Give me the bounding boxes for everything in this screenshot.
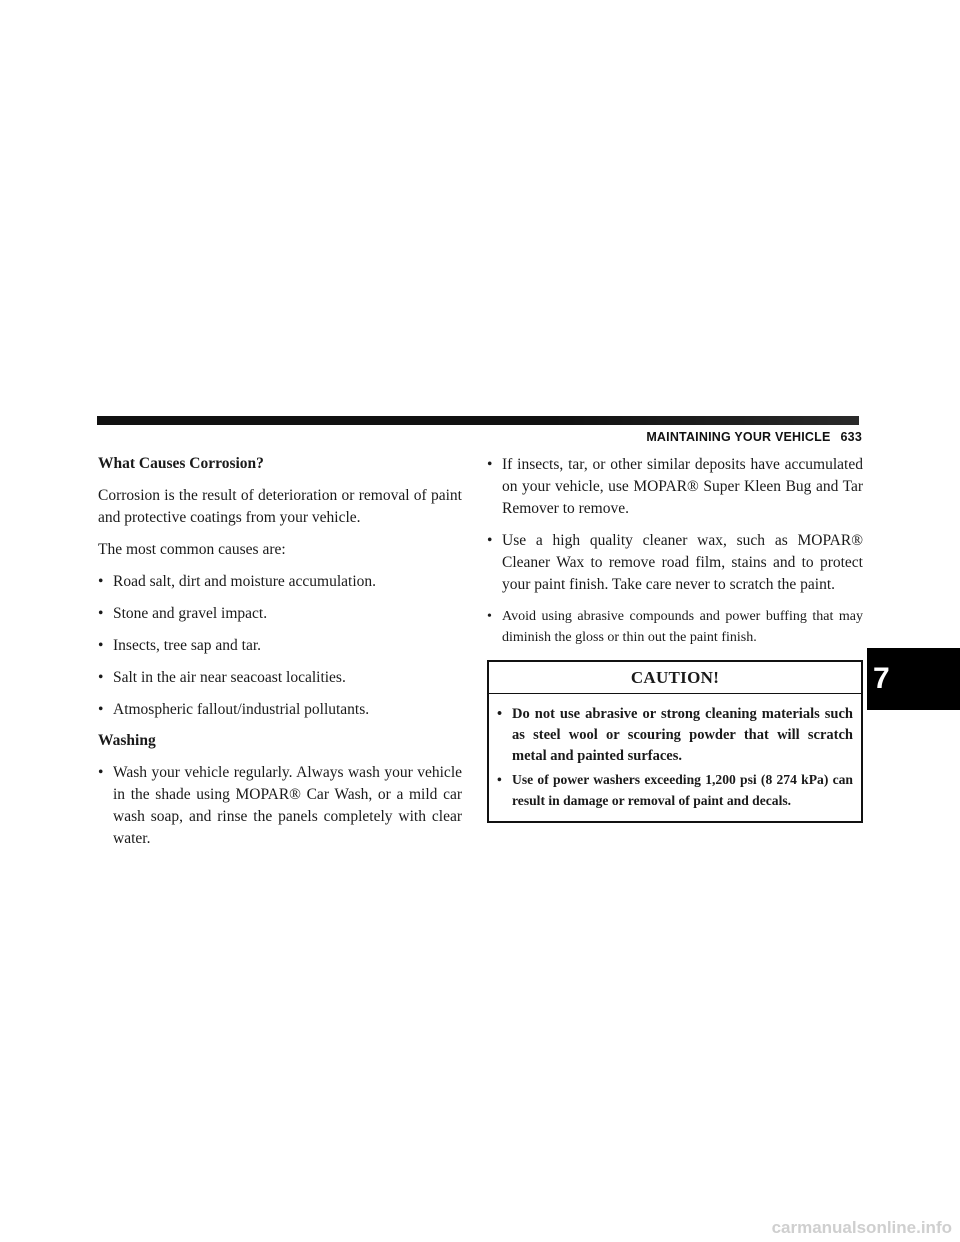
- caution-item: • Use of power washers exceeding 1,200 psi (8 274 kPa) can result in damage or removal of paint and decals.: [497, 769, 853, 811]
- list-item: • Insects, tree sap and tar.: [98, 635, 462, 657]
- list-item: • Use a high quality cleaner wax, such as MOPAR® Cleaner Wax to remove road film, stains and to protect your paint finish. Take care never to scratch the paint.: [487, 532, 863, 593]
- washing-heading: Washing: [98, 732, 156, 749]
- corrosion-heading: What Causes Corrosion?: [98, 455, 264, 472]
- bullet-icon: •: [98, 605, 104, 622]
- list-item: • If insects, tar, or other similar deposits have accumulated on your vehicle, use MOPAR® Super Kleen Bug and Tar Remover to remove.: [487, 456, 863, 517]
- bullet-icon: •: [98, 701, 104, 718]
- causes-intro: The most common causes are:: [98, 541, 286, 558]
- watermark: carmanualsonline.info: [771, 1218, 952, 1237]
- left-column: [98, 454, 462, 860]
- bullet-icon: •: [98, 573, 104, 590]
- caution-box: [487, 660, 863, 823]
- bullet-icon: •: [98, 669, 104, 686]
- list-item: • Stone and gravel impact.: [98, 603, 462, 625]
- bullet-icon: •: [98, 637, 104, 654]
- bullet-icon: •: [487, 456, 493, 473]
- bullet-icon: •: [487, 609, 492, 624]
- caution-body: [489, 694, 861, 821]
- bullet-icon: •: [497, 772, 502, 787]
- washing-tips-list: [487, 454, 863, 648]
- bullet-icon: •: [497, 706, 503, 722]
- running-header: [640, 430, 862, 444]
- list-item: • Salt in the air near seacoast localities.: [98, 667, 462, 689]
- page-number: 633: [840, 430, 862, 444]
- header-rule: [97, 416, 859, 425]
- bullet-icon: •: [98, 764, 104, 781]
- corrosion-paragraph: Corrosion is the result of deterioration or removal of paint and protective coatings from your vehicle.: [98, 487, 462, 526]
- chapter-tab: 7: [867, 648, 960, 710]
- list-item: • Atmospheric fallout/industrial pollutants.: [98, 699, 462, 721]
- list-item: • Road salt, dirt and moisture accumulation.: [98, 571, 462, 593]
- causes-list: [98, 571, 462, 721]
- section-title: MAINTAINING YOUR VEHICLE: [646, 430, 831, 444]
- right-column: [487, 454, 863, 823]
- washing-list: [98, 762, 462, 850]
- list-item: • Wash your vehicle regularly. Always wash your vehicle in the shade using MOPAR® Car Wash, or a mild car wash soap, and rinse the panels completely with clear water.: [98, 764, 462, 847]
- caution-item: • Do not use abrasive or strong cleaning materials such as steel wool or scouring powder that will scratch metal and painted surfaces.: [497, 706, 853, 764]
- list-item: • Avoid using abrasive compounds and power buffing that may diminish the gloss or thin out the paint finish.: [487, 606, 863, 648]
- bullet-icon: •: [487, 532, 493, 549]
- caution-title: CAUTION!: [489, 662, 861, 694]
